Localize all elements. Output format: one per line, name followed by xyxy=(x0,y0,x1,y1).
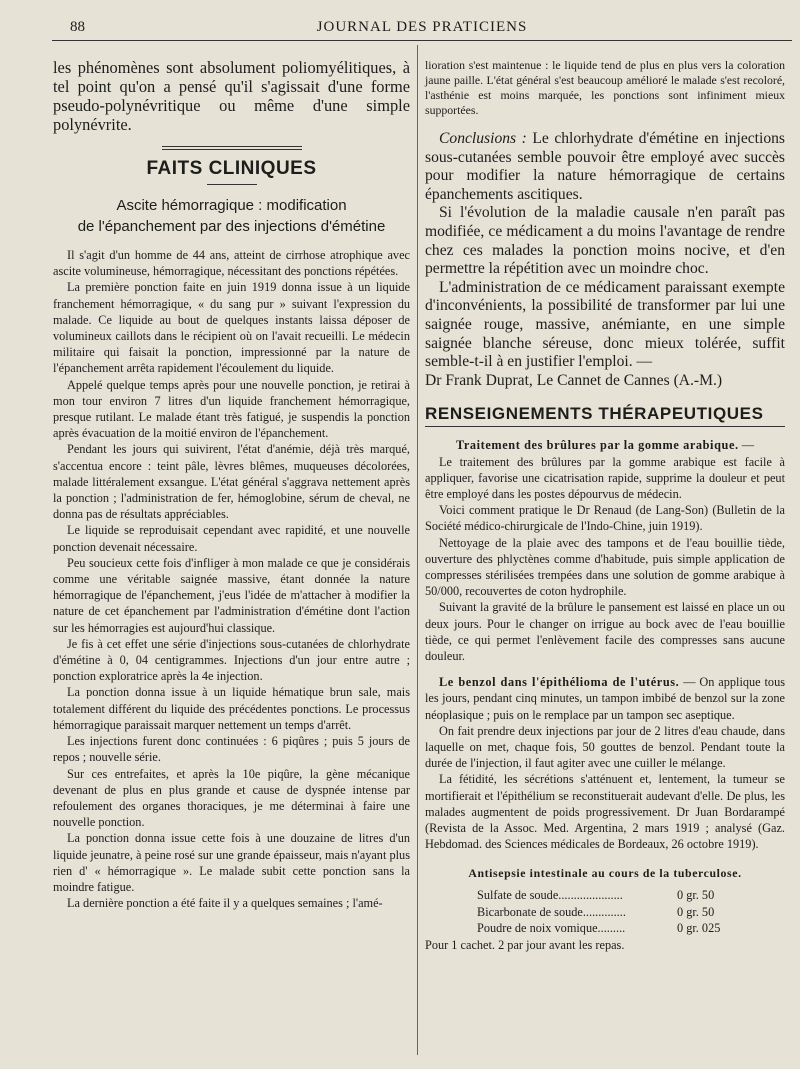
continuation-paragraph: lioration s'est maintenue : le liquide tend de plus en plus vers la coloration jaune paille. L'état général s'est beaucoup amélioré le malade s'est recoloré, l'asthénie est moins marquée, les ponctions sont infiniment mieux supportées. xyxy=(425,58,785,117)
recipe-row xyxy=(477,887,767,903)
paragraph: Pendant les jours qui suivirent, l'état d'anémie, déjà très marqué, s'accentua encore : teint pâle, lèvres blêmes, muqueuses décolorées, malade littéralement exsangue. L'état général s'aggrava nettement après la ponction ; l'administration de fer, hémoglobine, sérum de cheval, ne donna pas de résultats appréciables. xyxy=(53,442,410,522)
recipe-note: Pour 1 cachet. 2 par jour avant les repas. xyxy=(425,937,625,952)
paragraph: La ponction donna issue à un liquide hématique brun sale, mais totalement différent du liquide des précédentes ponctions. Le processus hémorragique paraissait marquer nettement un temps d'arrêt. xyxy=(53,685,410,732)
conclusions-text: Le chlorhydrate d'émétine en injections sous-cutanées semble pouvoir être employé avec succès pour modifier la nature hémorragique de certains épanchements ascitiques. xyxy=(425,130,785,203)
benzol-paragraph xyxy=(425,674,785,723)
recipe-ingredient: Sulfate de soude..................... xyxy=(477,888,623,903)
paragraph: On fait prendre deux injections par jour de 2 litres d'eau chaude, dans laquelle on met, chaque fois, 50 gouttes de benzol. Pendant toute la durée de l'injection, il faut agiter avec une cuiller le mélange. xyxy=(425,723,785,771)
recipe-dose: 0 gr. 50 xyxy=(677,904,715,919)
section-rule xyxy=(162,146,302,150)
recipe-dose: 0 gr. 025 xyxy=(677,921,721,936)
paragraph: Les injections furent donc continuées : 6 piqûres ; puis 5 jours de repos ; nouvelle série. xyxy=(53,734,410,765)
benzol-text: — On applique tous les jours, pendant cinq minutes, un tampon imbibé de benzol sur la zone néoplasique ; puis on le remplace par un tampon sec aseptique. xyxy=(425,675,785,722)
section2-rule xyxy=(425,426,785,427)
paragraph: Le liquide se reproduisait cependant avec rapidité, et une nouvelle ponction devenait nécessaire. xyxy=(53,523,410,554)
lead-continuation: les phénomènes sont absolument poliomyélitiques, à tel point qu'on a pensé qu'il s'agissait d'une forme pseudo-polynévritique ou même d'une simple polynévrite. xyxy=(53,58,410,134)
paragraph: La dernière ponction a été faite il y a quelques semaines ; l'amé- xyxy=(67,896,383,911)
conclusions-label: Conclusions : xyxy=(439,130,527,147)
recipe-table xyxy=(477,887,785,936)
signature: Dr Frank Duprat, Le Cannet de Cannes (A.-M.) xyxy=(425,371,723,389)
journal-title: JOURNAL DES PRATICIENS xyxy=(316,19,528,35)
recipe-dose: 0 gr. 50 xyxy=(677,888,715,903)
benzol-heading: Le benzol dans l'épithélioma de l'utérus. xyxy=(439,675,680,690)
section2-title: RENSEIGNEMENTS THÉRAPEUTIQUES xyxy=(425,404,764,424)
recipe-row xyxy=(477,920,767,936)
page-number: 88 xyxy=(70,19,85,35)
paragraph: La première ponction faite en juin 1919 donna issue à un liquide franchement hémorragique, « du sang pur » suivant l'expression du malade. Ce liquide au bout de quelques instants laissa déposer de volumineux caillots dans le récipient où on l'avait recueilli. Le médecin militaire qui faisait la ponction, impressionné par la nature de l'épanchement arrêta rapidement l'écoulement du liquide. xyxy=(53,280,410,376)
paragraph: Peu soucieux cette fois d'infliger à mon malade ce que je considérais comme une véritable saignée massive, étant donnée la nature hémorragique de l'épanchement, j'eus l'idée de m'attacher à modifier la nature de cet épanchement par l'administration d'émétine dont l'action sur les hémorragies est aujourd'hui classique. xyxy=(53,555,410,635)
paragraph: Sur ces entrefaites, et après la 10e piqûre, la gène mécanique devenant de plus en plus grande et cause de dyspnée intense par refoulement des organes thoraciques, je me déterminai à faire une nouvelle ponction. xyxy=(53,766,410,830)
article-title-line-1: Ascite hémorragique : modification xyxy=(116,197,347,214)
paragraph: Il s'agit d'un homme de 44 ans, atteint de cirrhose atrophique avec ascite volumineuse, hémorragique, nécessitant des ponctions répétées. xyxy=(53,248,410,279)
paragraph: La fétidité, les sécrétions s'atténuent et, lentement, la tumeur se mortifierait et l'épithélium se reconstituerait audevant d'elle. De plus, les malades augmentent de poids progressivement. Dr Juan Bordarampé (Revista de la Assoc. Med. Argentina, 2 mars 1919 ; analysé (Gaz. Hebdomad. des Sciences médicales de Bordeaux, 26 octobre 1919). xyxy=(425,772,785,852)
page-header xyxy=(52,14,792,41)
column-divider xyxy=(417,45,418,1055)
burns-heading-text: Traitement des brûlures par la gomme arabique. xyxy=(455,438,739,453)
section-title: FAITS CLINIQUES xyxy=(146,158,317,179)
paragraph: Appelé quelque temps après pour une nouvelle ponction, je retirai à mon tour environ 7 litres d'un liquide franchement hémorragique, presque rutilant. Le malade étant très fatigué, je suspendis la ponction après évacuation de la moitié environ de l'épanchement. xyxy=(53,377,410,441)
recipe-ingredient: Poudre de noix vomique......... xyxy=(477,921,626,936)
article-title-line-2: de l'épanchement par des injections d'émétine xyxy=(77,218,386,235)
paragraph: Je fis à cet effet une série d'injections sous-cutanées de chlorhydrate d'émétine à 0, 04 centigrammes. Injections d'un jour entre autre ; ponction exploratrice après la 4e injection. xyxy=(53,636,410,684)
paragraph: Si l'évolution de la maladie causale n'en paraît pas modifiée, ce médicament a du moins l'avantage de rendre chez ces malades la ponction moins nocive, et d'en permettre la répétition avec un moindre choc. xyxy=(425,204,785,278)
right-column xyxy=(425,58,785,953)
antisepsie-heading: Antisepsie intestinale au cours de la tuberculose. xyxy=(468,866,742,881)
paragraph: Le traitement des brûlures par la gomme arabique est facile à appliquer, favorise une cicatrisation rapide, supprime la douleur et peut être employé dans les postes dépourvus de médecin. xyxy=(425,454,785,501)
paragraph: Suivant la gravité de la brûlure le pansement est laissé en place un ou deux jours. Pour le changer on irrigue au bock avec de l'eau bouillie tiède, ce qui permet l'enlèvement facile des compresses sans aucune douleur. xyxy=(425,600,785,663)
paragraph: Voici comment pratique le Dr Renaud (de Lang-Son) (Bulletin de la Société médico-chirurgicale de l'Indo-Chine, juin 1919). xyxy=(425,503,785,534)
paragraph: Nettoyage de la plaie avec des tampons et de l'eau bouillie tiède, ouverture des phlyctènes comme d'habitude, puis simple application de compresses stérilisées trempées dans une solution de gomme arabique à 50/000, recouvertes de coton hydrophile. xyxy=(425,535,785,599)
left-column xyxy=(53,58,410,911)
article-title xyxy=(53,195,410,237)
paragraph: La ponction donna issue cette fois à une douzaine de litres d'un liquide jeunatre, à peine rosé sur une grande épaisseur, mais n'ayant plus rien d' « hémorragique ». Le malade subit cette ponction sans la moindre fatigue. xyxy=(53,831,410,894)
recipe-row xyxy=(477,904,767,920)
recipe-ingredient: Bicarbonate de soude.............. xyxy=(477,904,626,919)
paragraph: L'administration de ce médicament paraissant exempte d'inconvénients, la possibilité de transformer par lui une saignée rouge, massive, anémiante, en une simple saignée blanche séreuse, donc mieux tolérée, suffit semble-t-il à en justifier l'emploi. — xyxy=(425,278,785,371)
conclusions-paragraph xyxy=(425,130,785,204)
burns-heading: Traitement des brûlures par la gomme arabique. — xyxy=(455,438,755,453)
title-rule xyxy=(207,184,257,185)
